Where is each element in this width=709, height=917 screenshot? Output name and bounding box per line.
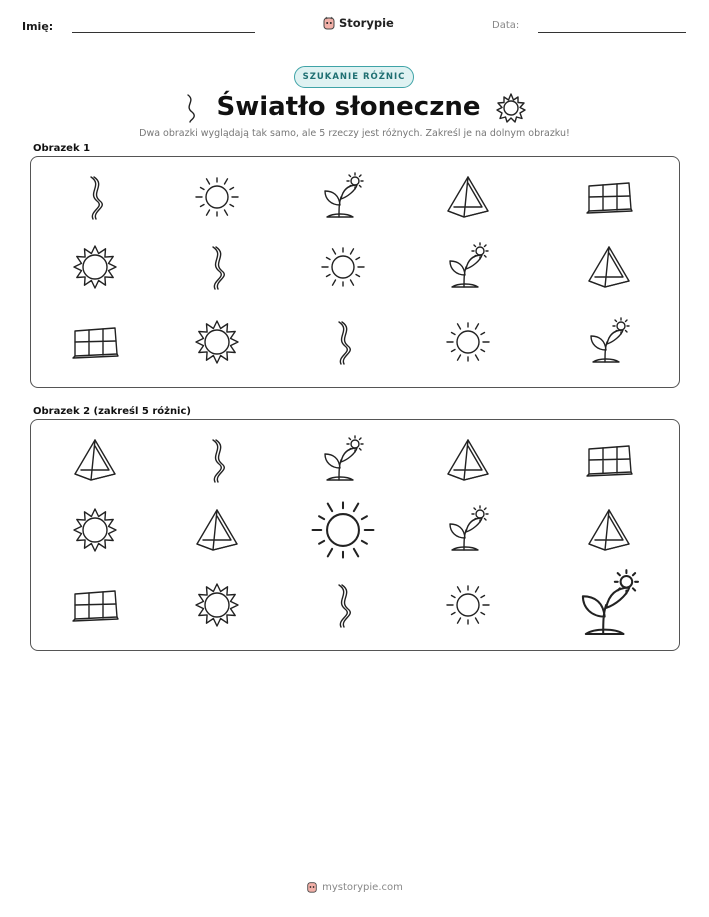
sprout-with-sun-icon xyxy=(583,570,638,634)
instructions-text: Dwa obrazki wyglądają tak samo, ale 5 rzeczy jest różnych. Zakreśl je na dolnym obrazku! xyxy=(139,128,570,139)
sun-ray-wave-icon xyxy=(91,177,102,219)
solar-panel-icon xyxy=(587,183,632,213)
storypie-mascot-icon xyxy=(322,15,336,31)
picture-1-icons xyxy=(31,157,681,389)
footer-url: mystorypie.com xyxy=(322,881,403,893)
picture-1-label: Obrazek 1 xyxy=(33,143,91,154)
sunflower-sun-icon xyxy=(495,92,527,124)
pyramid-prism-icon xyxy=(197,510,237,550)
sprout-with-sun-icon xyxy=(450,506,488,550)
sun-icon xyxy=(447,586,489,624)
solar-panel-icon xyxy=(73,591,118,621)
sunflower-sun-icon xyxy=(74,246,116,288)
sun-ray-wave-icon xyxy=(339,585,350,627)
sunflower-sun-icon xyxy=(196,584,238,626)
pyramid-prism-icon xyxy=(589,247,629,287)
picture-2-icons xyxy=(31,420,681,652)
brand-logo xyxy=(322,14,394,32)
sprout-with-sun-icon xyxy=(450,243,488,287)
solar-panel-icon xyxy=(73,328,118,358)
page-title-text: Światło słoneczne xyxy=(216,92,481,122)
activity-badge: SZUKANIE RÓŻNIC xyxy=(294,66,414,88)
pyramid-prism-icon xyxy=(75,440,115,480)
picture-1-panel xyxy=(30,156,680,388)
pyramid-prism-icon xyxy=(448,177,488,217)
sun-ray-wave-icon xyxy=(339,322,350,364)
sun-ray-wave-icon xyxy=(213,440,224,482)
sunflower-sun-icon xyxy=(74,509,116,551)
picture-2-label: Obrazek 2 (zakreśl 5 różnic) xyxy=(33,406,191,417)
picture-2-panel xyxy=(30,419,680,651)
sun-icon xyxy=(313,502,374,557)
pyramid-prism-icon xyxy=(589,510,629,550)
name-line[interactable] xyxy=(72,32,255,33)
sun-ray-wave-icon xyxy=(213,247,224,289)
sprout-with-sun-icon xyxy=(325,436,363,480)
sun-icon xyxy=(447,323,489,361)
brand-name: Storypie xyxy=(339,16,394,30)
sun-icon xyxy=(322,248,364,286)
sunflower-sun-icon xyxy=(196,321,238,363)
page-title xyxy=(0,88,709,126)
storypie-mascot-icon xyxy=(306,880,318,894)
sprout-with-sun-icon xyxy=(591,318,629,362)
sprout-with-sun-icon xyxy=(325,173,363,217)
solar-panel-icon xyxy=(587,446,632,476)
name-label: Imię: xyxy=(22,20,54,33)
sun-ray-wave-icon xyxy=(182,92,202,124)
sun-icon xyxy=(196,178,238,216)
date-label: Data: xyxy=(492,20,520,31)
pyramid-prism-icon xyxy=(448,440,488,480)
footer xyxy=(0,880,709,894)
date-line[interactable] xyxy=(538,32,686,33)
